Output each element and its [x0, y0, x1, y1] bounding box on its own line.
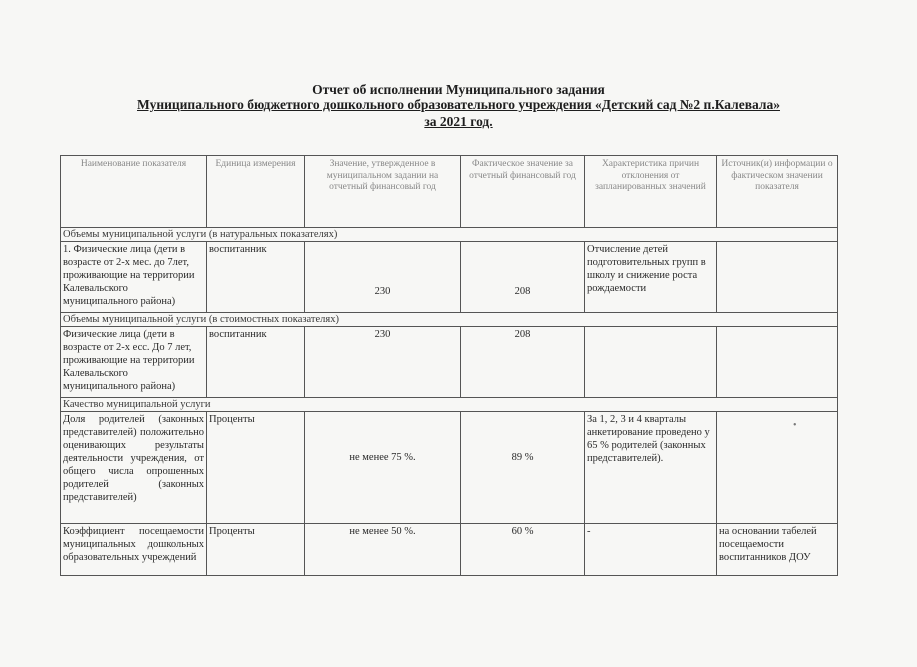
indicator-name: Коэффициент посещаемости муниципальных дошкольных образовательных учреждений: [61, 524, 207, 576]
indicator-name: Физические лица (дети в возрасте от 2-х есс. До 7 лет, проживающие на территории Калевальского муниципального района): [61, 327, 207, 398]
planned-value: 230: [305, 242, 461, 313]
info-source: [717, 412, 838, 524]
actual-value: 89 %: [461, 412, 585, 524]
planned-value: не менее 75 %.: [305, 412, 461, 524]
unit-cell: воспитанник: [207, 242, 305, 313]
info-source: [717, 242, 838, 313]
table-header-row: [61, 156, 838, 228]
section-row: [61, 398, 838, 412]
info-source: на основании табелей посещаемости воспитанников ДОУ: [717, 524, 838, 576]
header-actual: Фактическое значение за отчетный финансовый год: [461, 156, 585, 228]
section-row: [61, 313, 838, 327]
section-row: [61, 228, 838, 242]
deviation-reason: -: [585, 524, 717, 576]
section-quality: Качество муниципальной услуги: [61, 398, 838, 412]
scan-speck: •: [793, 420, 797, 431]
table-row: [61, 524, 838, 576]
planned-value: не менее 50 %.: [305, 524, 461, 576]
header-indicator: Наименование показателя: [61, 156, 207, 228]
header-unit: Единица измерения: [207, 156, 305, 228]
deviation-reason: За 1, 2, 3 и 4 кварталы анкетирование проведено у 65 % родителей (законных представителей).: [585, 412, 717, 524]
unit-cell: Проценты: [207, 412, 305, 524]
deviation-reason: Отчисление детей подготовительных групп в школу и снижение роста рождаемости: [585, 242, 717, 313]
header-reason: Характеристика причин отклонения от запланированных значений: [585, 156, 717, 228]
indicator-name: Доля родителей (законных представителей) положительно оценивающих результаты деятельности учреждения, от общего числа опрошенных родителей (законных представителей): [61, 412, 207, 524]
actual-value: 208: [461, 242, 585, 313]
deviation-reason: [585, 327, 717, 398]
report-table: [60, 155, 838, 576]
header-planned: Значение, утвержденное в муниципальном задании на отчетный финансовый год: [305, 156, 461, 228]
unit-cell: Проценты: [207, 524, 305, 576]
report-title: Отчет об исполнении Муниципального задания: [312, 82, 605, 97]
section-cost: Объемы муниципальной услуги (в стоимостных показателях): [61, 313, 838, 327]
institution-name: Муниципального бюджетного дошкольного образовательного учреждения «Детский сад №2 п.Калевала»: [137, 97, 780, 112]
table-row: [61, 412, 838, 524]
info-source: [717, 327, 838, 398]
table-row: [61, 327, 838, 398]
section-natural: Объемы муниципальной услуги (в натуральных показателях): [61, 228, 838, 242]
table-row: [61, 242, 838, 313]
header-source: Источник(и) информации о фактическом значении показателя: [717, 156, 838, 228]
report-year: за 2021 год.: [424, 114, 493, 129]
actual-value: 208: [461, 327, 585, 398]
actual-value: 60 %: [461, 524, 585, 576]
unit-cell: воспитанник: [207, 327, 305, 398]
planned-value: 230: [305, 327, 461, 398]
indicator-name: 1. Физические лица (дети в возрасте от 2-х мес. до 7лет, проживающие на территории Калевальского муниципального района): [61, 242, 207, 313]
